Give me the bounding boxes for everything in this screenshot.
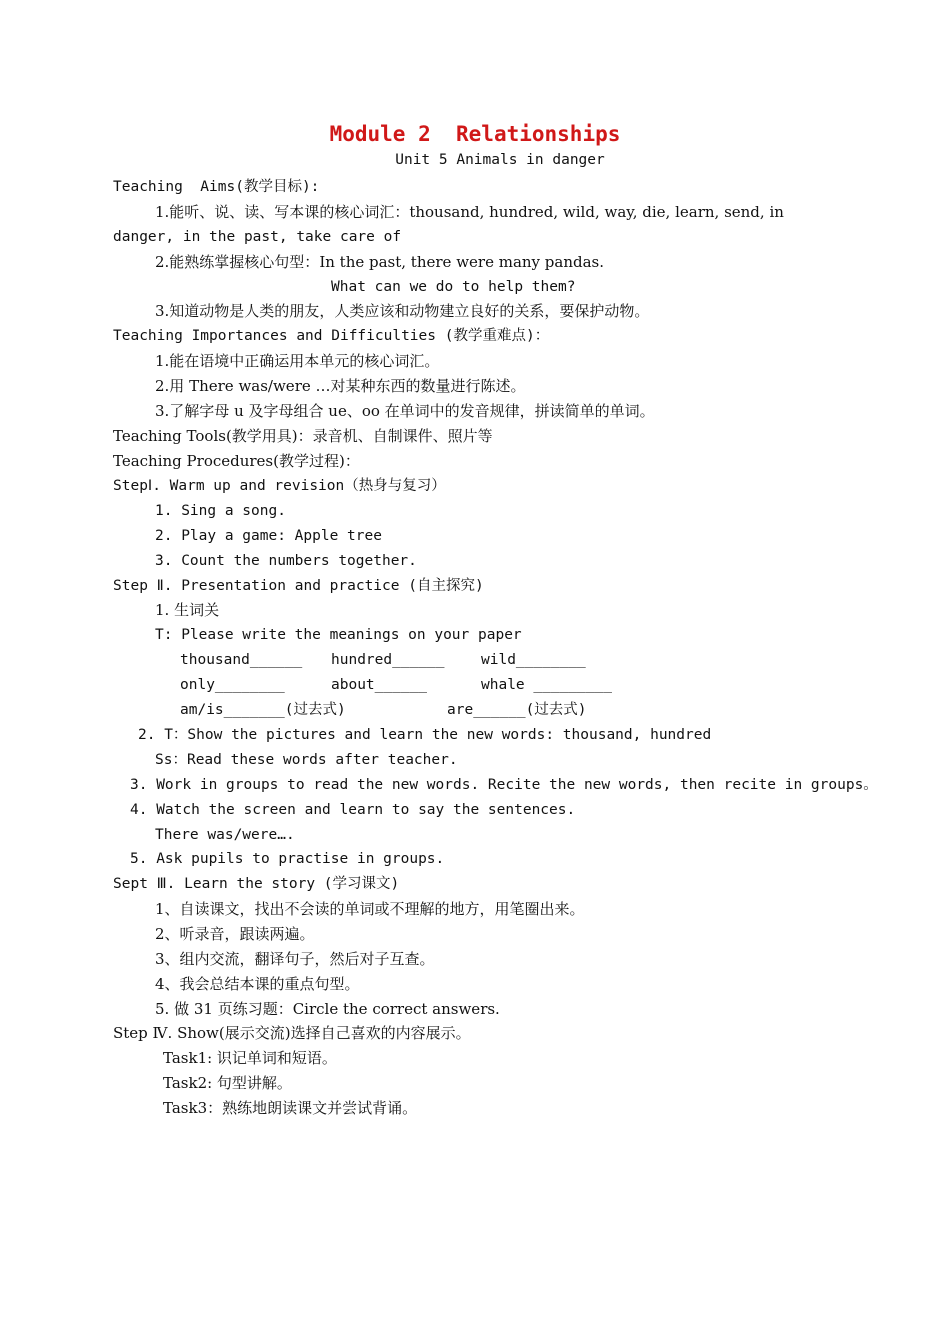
step3-item-1: 1、自读课文，找出不会读的单词或不理解的地方，用笔圈出来。 <box>155 900 585 918</box>
step1-item-1: 1. Sing a song. <box>155 503 286 519</box>
step3-item-5: 5. 做 31 页练习题：Circle the correct answers. <box>155 1000 500 1018</box>
step4-task-1: Task1: 识记单词和短语。 <box>163 1049 337 1067</box>
procedures-heading: Teaching Procedures(教学过程)： <box>113 452 360 470</box>
word-blank: wild________ <box>481 652 586 668</box>
word-blank: only________ <box>180 677 285 693</box>
importances-item-2: 2.用 There was/were …对某种东西的数量进行陈述。 <box>155 377 526 395</box>
step3-item-2: 2、听录音，跟读两遍。 <box>155 925 315 943</box>
step1-item-2: 2. Play a game: Apple tree <box>155 528 382 544</box>
step4-task-3: Task3：熟练地朗读课文并尝试背诵。 <box>163 1099 418 1117</box>
importances-heading: Teaching Importances and Difficulties (教学重难点)： <box>113 328 550 344</box>
step2-item-2-cont: Ss：Read these words after teacher. <box>155 752 458 768</box>
step3-item-3: 3、组内交流，翻译句子，然后对子互查。 <box>155 950 435 968</box>
step2-item-1: 1. 生词关 <box>155 601 220 619</box>
word-blank: are______(过去式) <box>447 702 587 718</box>
word-blank: about______ <box>331 677 428 693</box>
step1-item-3: 3. Count the numbers together. <box>155 553 417 569</box>
unit-subtitle: Unit 5 Animals in danger <box>395 152 605 168</box>
step2-item-4: 4. Watch the screen and learn to say the sentences. <box>130 802 576 818</box>
step4-heading: Step Ⅳ. Show(展示交流)选择自己喜欢的内容展示。 <box>113 1024 471 1042</box>
step2-item-5: 5. Ask pupils to practise in groups. <box>130 851 445 867</box>
word-blank: hundred______ <box>331 652 445 668</box>
importances-item-3: 3.了解字母 u 及字母组合 ue、oo 在单词中的发音规律，拼读简单的单词。 <box>155 402 655 420</box>
word-blank: thousand______ <box>180 652 303 668</box>
step1-heading: StepⅠ. Warm up and revision（热身与复习） <box>113 478 446 494</box>
word-blank: am/is_______(过去式) <box>180 702 346 718</box>
module-title: Module 2 Relationships <box>329 122 621 146</box>
aims-item-2: 2.能熟练掌握核心句型：In the past, there were many pandas. <box>155 253 605 271</box>
step2-item-4-cont: There was/were…. <box>155 827 295 843</box>
word-blank: whale _________ <box>481 677 612 693</box>
aims-heading: Teaching Aims(教学目标): <box>113 179 320 195</box>
step2-item-3: 3. Work in groups to read the new words. Recite the new words, then recite in groups。 <box>130 777 878 793</box>
step2-teacher-line: T: Please write the meanings on your paper <box>155 627 522 643</box>
aims-item-1: 1.能听、说、读、写本课的核心词汇：thousand, hundred, wild, way, die, learn, send, in <box>155 203 784 221</box>
importances-item-1: 1.能在语境中正确运用本单元的核心词汇。 <box>155 352 440 370</box>
step3-heading: Sept Ⅲ. Learn the story (学习课文) <box>113 876 400 892</box>
step3-item-4: 4、我会总结本课的重点句型。 <box>155 975 360 993</box>
tools-line: Teaching Tools(教学用具)：录音机、自制课件、照片等 <box>113 427 493 445</box>
step2-item-2: 2. T：Show the pictures and learn the new words: thousand, hundred <box>138 727 712 743</box>
step4-task-2: Task2: 句型讲解。 <box>163 1074 292 1092</box>
aims-item-1-cont: danger, in the past, take care of <box>113 229 402 245</box>
aims-item-3: 3.知道动物是人类的朋友，人类应该和动物建立良好的关系，要保护动物。 <box>155 302 650 320</box>
step2-heading: Step Ⅱ. Presentation and practice (自主探究) <box>113 578 484 594</box>
aims-item-2-cont: What can we do to help them? <box>331 279 576 295</box>
